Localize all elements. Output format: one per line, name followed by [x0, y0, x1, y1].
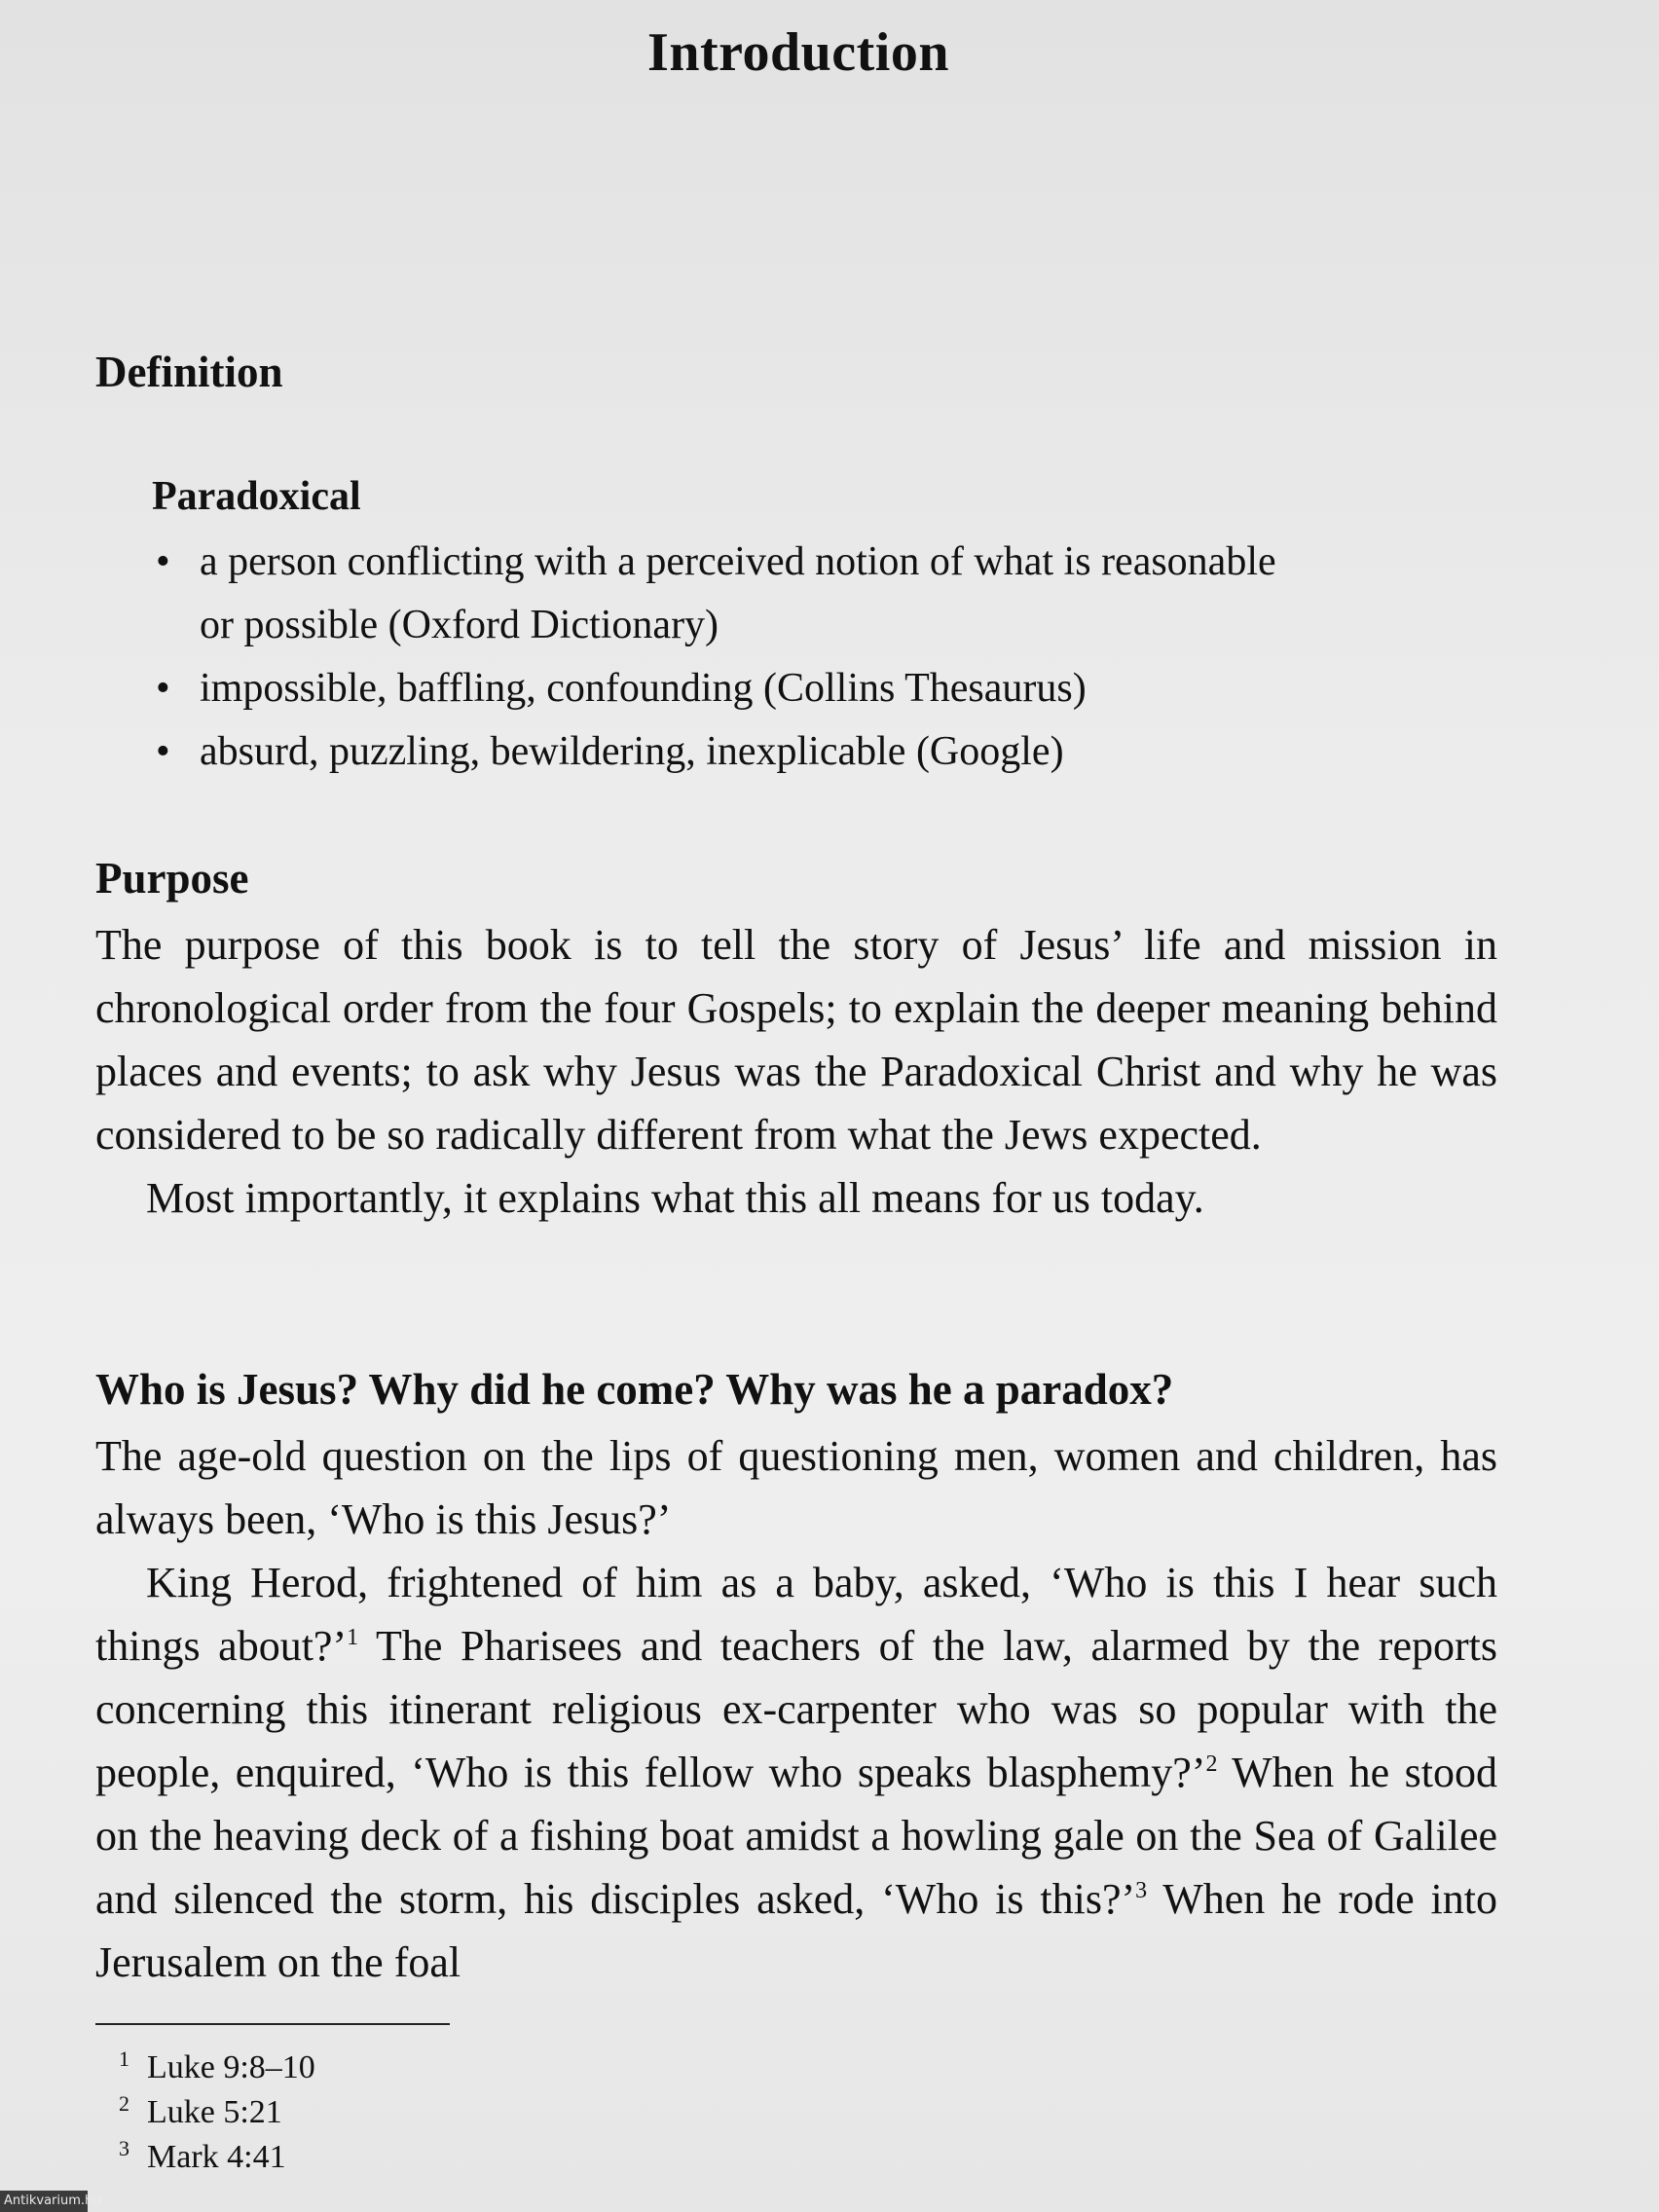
definition-1-line-2: or possible (Oxford Dictionary): [200, 603, 719, 647]
footnote-divider: [95, 2023, 450, 2025]
footnote-ref-3: 3: [1135, 1878, 1148, 1903]
footnote-text: Luke 9:8–10: [147, 2049, 315, 2085]
purpose-heading: Purpose: [95, 854, 249, 903]
who-paragraph-1: The age-old question on the lips of questioning men, women and children, has always been, ‘Who is this Jesus?’: [95, 1432, 1497, 1543]
list-item: [146, 657, 1490, 720]
watermark: Antikvarium.hu: [0, 2191, 88, 2212]
page-title: Introduction: [647, 22, 949, 83]
footnote-ref-1: 1: [347, 1625, 359, 1650]
who-text-b: The Pharisees and teachers of the law, alarmed by the reports concerning this itinerant religious ex-carpenter who was so popular with the people, enquired, ‘Who is this fellow who speaks blasphemy?’: [95, 1622, 1497, 1796]
who-paragraph-2: [95, 1551, 1497, 1994]
bullet-icon: •: [156, 729, 170, 774]
purpose-paragraph: The purpose of this book is to tell the story of Jesus’ life and mission in chronological order from the four Gospels; to explain the deeper meaning behind places and events; to ask why Jesus was the Paradoxical Christ and why he was considered to be so radically different from what the Jews expected.: [95, 921, 1497, 1159]
who-text-a: King Herod, frightened of him as a baby, asked, ‘Who is this I hear such things about?’: [95, 1559, 1497, 1670]
footnote-number: 3: [119, 2136, 129, 2160]
who-text-c: When he stood on the heaving deck of a fishing boat amidst a howling gale on the Sea of Galilee and silenced the storm, his disciples asked, ‘Who is this?’: [95, 1749, 1498, 1923]
definition-2: impossible, baffling, confounding (Collins Thesaurus): [200, 666, 1087, 711]
footnote-number: 1: [119, 2046, 129, 2071]
footnote-ref-2: 2: [1205, 1751, 1218, 1777]
footnote-text: Luke 5:21: [147, 2094, 282, 2130]
bullet-icon: •: [156, 539, 170, 584]
purpose-section: [95, 913, 1497, 1230]
list-item: [146, 531, 1490, 657]
list-item: [146, 720, 1490, 784]
definition-3: absurd, puzzling, bewildering, inexplicable (Google): [200, 729, 1064, 774]
definition-heading: Definition: [95, 348, 283, 396]
definition-list: [146, 531, 1490, 784]
who-heading: Who is Jesus? Why did he come? Why was he a paradox?: [95, 1365, 1174, 1414]
footnote-3: [119, 2126, 286, 2180]
definition-1-line-1: a person conflicting with a perceived notion of what is reasonable: [200, 539, 1276, 584]
who-section: [95, 1424, 1497, 1994]
footnote-number: 2: [119, 2091, 129, 2116]
purpose-paragraph-2: Most importantly, it explains what this all means for us today.: [146, 1174, 1204, 1222]
who-text-d: When he rode into Jerusalem on the foal: [95, 1875, 1497, 1986]
paradoxical-term: Paradoxical: [152, 474, 361, 519]
bullet-icon: •: [156, 666, 170, 711]
footnote-text: Mark 4:41: [147, 2139, 286, 2175]
